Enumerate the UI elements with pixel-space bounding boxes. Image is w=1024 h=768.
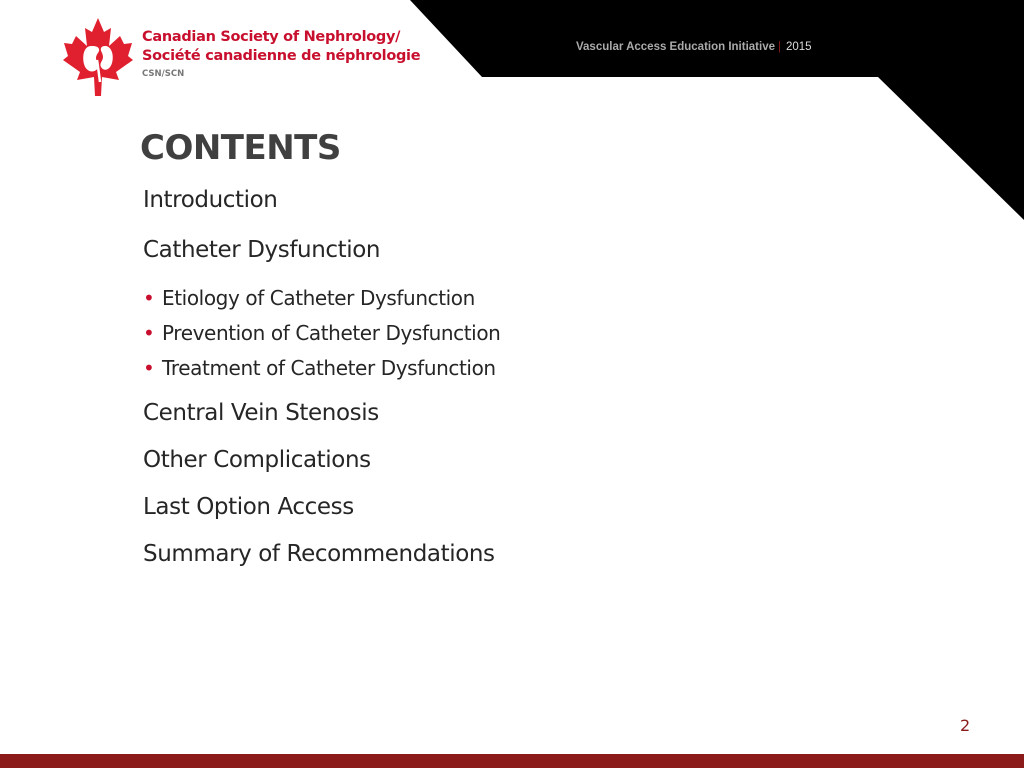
csn-logo — [62, 16, 422, 100]
contents-item-other-complications: Other Complications — [143, 447, 371, 473]
page-number: 2 — [960, 716, 971, 735]
contents-subitem — [143, 321, 500, 345]
subitem-label: Etiology of Catheter Dysfunction — [162, 286, 475, 310]
contents-subitem — [143, 356, 496, 380]
contents-item-central-vein-stenosis: Central Vein Stenosis — [143, 400, 379, 426]
contents-item-last-option-access: Last Option Access — [143, 494, 354, 520]
subitem-label: Prevention of Catheter Dysfunction — [162, 321, 501, 345]
bullet-icon: • — [143, 321, 155, 345]
header-divider: | — [778, 41, 781, 53]
page-title: CONTENTS — [140, 128, 341, 168]
contents-item-introduction: Introduction — [143, 187, 278, 213]
subitem-label: Treatment of Catheter Dysfunction — [162, 356, 496, 380]
header-band-shape — [410, 0, 1024, 220]
bullet-icon: • — [143, 286, 155, 310]
bullet-icon: • — [143, 356, 155, 380]
header-year: 2015 — [786, 41, 812, 53]
contents-item-summary: Summary of Recommendations — [143, 541, 495, 567]
initiative-name: Vascular Access Education Initiative — [576, 41, 775, 53]
contents-subitem — [143, 286, 475, 310]
footer-bar — [0, 754, 1024, 768]
logo-french-name: Société canadienne de néphrologie — [142, 48, 421, 64]
logo-abbreviation: CSN/SCN — [142, 69, 185, 79]
header-initiative-label — [576, 41, 812, 53]
logo-english-name: Canadian Society of Nephrology/ — [142, 29, 401, 45]
contents-item-catheter-dysfunction: Catheter Dysfunction — [143, 237, 381, 263]
maple-leaf-kidney-icon — [62, 16, 134, 98]
